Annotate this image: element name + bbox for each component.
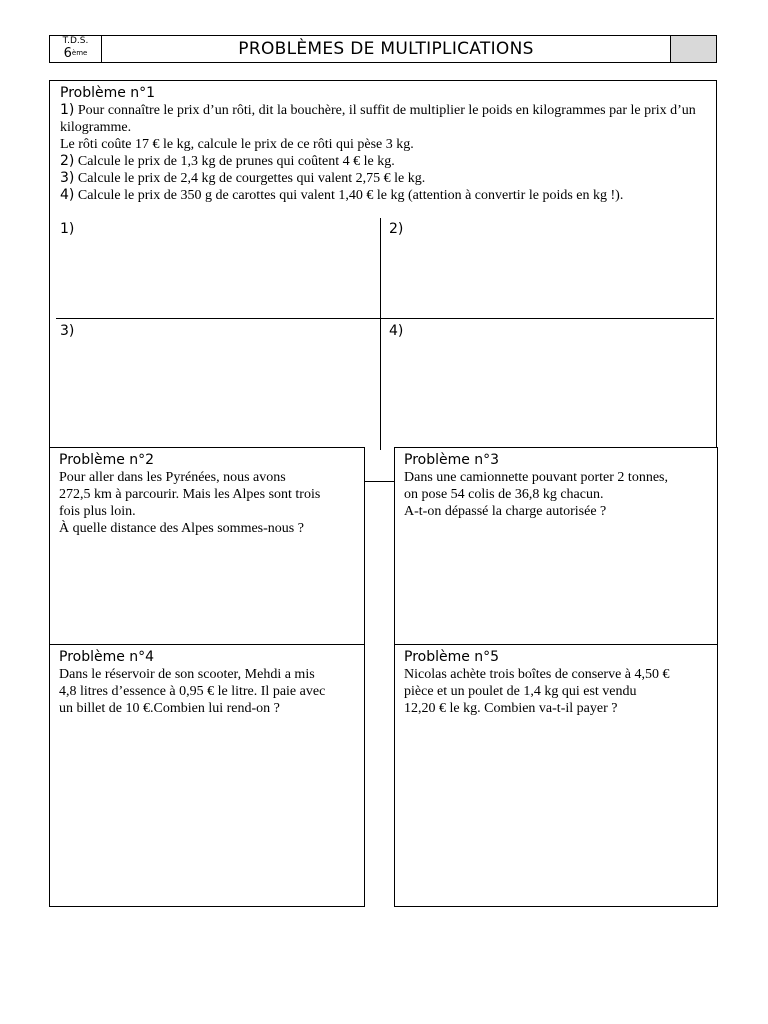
level-number: 6 <box>63 46 72 61</box>
tds-label: T.D.S. <box>62 36 89 46</box>
question-text: Calcule le prix de 350 g de carottes qui valent 1,40 € le kg (attention à convertir le poids en kg !). <box>74 188 624 203</box>
problem-2-statement <box>59 452 356 537</box>
problem-4-title: Problème n°4 <box>59 649 155 665</box>
question-number: 1) <box>60 102 75 118</box>
problem-1-question-3 <box>60 170 700 187</box>
problem-3-box <box>394 447 718 645</box>
problem-5-line: 12,20 € le kg. Combien va-t-il payer ? <box>404 701 618 716</box>
level-suffix: ème <box>71 49 88 57</box>
problem-1-statement <box>60 85 700 204</box>
question-number: 4) <box>60 187 75 203</box>
problem-3-title: Problème n°3 <box>404 452 500 468</box>
question-text: Pour connaître le prix d’un rôti, dit la bouchère, il suffit de multiplier le poids en kilogrammes par le prix d’un kilogramme. <box>60 103 696 135</box>
question-text: Calcule le prix de 1,3 kg de prunes qui coûtent 4 € le kg. <box>74 154 395 169</box>
grade-cell <box>670 36 716 62</box>
problem-1-question-1 <box>60 102 700 136</box>
problem-1-box <box>49 80 717 449</box>
question-text: Calcule le prix de 2,4 kg de courgettes qui valent 2,75 € le kg. <box>74 171 426 186</box>
problem-4-line: un billet de 10 €.Combien lui rend-on ? <box>59 701 280 716</box>
problem-1-question-2 <box>60 153 700 170</box>
problem-2-line: Pour aller dans les Pyrénées, nous avons <box>59 470 286 485</box>
answer-grid-horizontal-divider <box>56 318 714 319</box>
problem-5-box <box>394 644 718 907</box>
question-number: 3) <box>60 170 75 186</box>
problem-3-statement <box>404 452 709 520</box>
problem-2-box <box>49 447 365 645</box>
problem-5-line: Nicolas achète trois boîtes de conserve à 4,50 € <box>404 667 670 682</box>
problem-5-statement <box>404 649 709 717</box>
problem-2-title: Problème n°2 <box>59 452 155 468</box>
worksheet-header <box>49 35 717 63</box>
problem-2-line: À quelle distance des Alpes sommes-nous ? <box>59 521 304 536</box>
problem-2-line: 272,5 km à parcourir. Mais les Alpes sont trois <box>59 487 321 502</box>
question-number: 2) <box>60 153 75 169</box>
class-level-cell <box>50 36 102 62</box>
problem-3-line: on pose 54 colis de 36,8 kg chacun. <box>404 487 604 502</box>
problem-4-line: Dans le réservoir de son scooter, Mehdi a mis <box>59 667 315 682</box>
page-title: PROBLÈMES DE MULTIPLICATIONS <box>238 39 534 59</box>
problem-3-line: Dans une camionnette pouvant porter 2 tonnes, <box>404 470 668 485</box>
problem-1-question-1-data: Le rôti coûte 17 € le kg, calcule le prix de ce rôti qui pèse 3 kg. <box>60 137 414 152</box>
problem-1-question-4 <box>60 187 700 204</box>
answer-area-4-label: 4) <box>389 323 404 339</box>
problem-3-line: A-t-on dépassé la charge autorisée ? <box>404 504 607 519</box>
connector-line <box>364 481 395 482</box>
level-label <box>50 46 101 62</box>
problem-5-title: Problème n°5 <box>404 649 500 665</box>
answer-area-2-label: 2) <box>389 221 404 237</box>
answer-area-3-label: 3) <box>60 323 75 339</box>
problem-1-title: Problème n°1 <box>60 85 156 101</box>
answer-area-1-label: 1) <box>60 221 75 237</box>
problem-5-line: pièce et un poulet de 1,4 kg qui est vendu <box>404 684 637 699</box>
answer-grid-vertical-divider <box>380 218 381 450</box>
problem-4-line: 4,8 litres d’essence à 0,95 € le litre. Il paie avec <box>59 684 326 699</box>
problem-4-statement <box>59 649 356 717</box>
problem-2-line: fois plus loin. <box>59 504 136 519</box>
problem-4-box <box>49 644 365 907</box>
